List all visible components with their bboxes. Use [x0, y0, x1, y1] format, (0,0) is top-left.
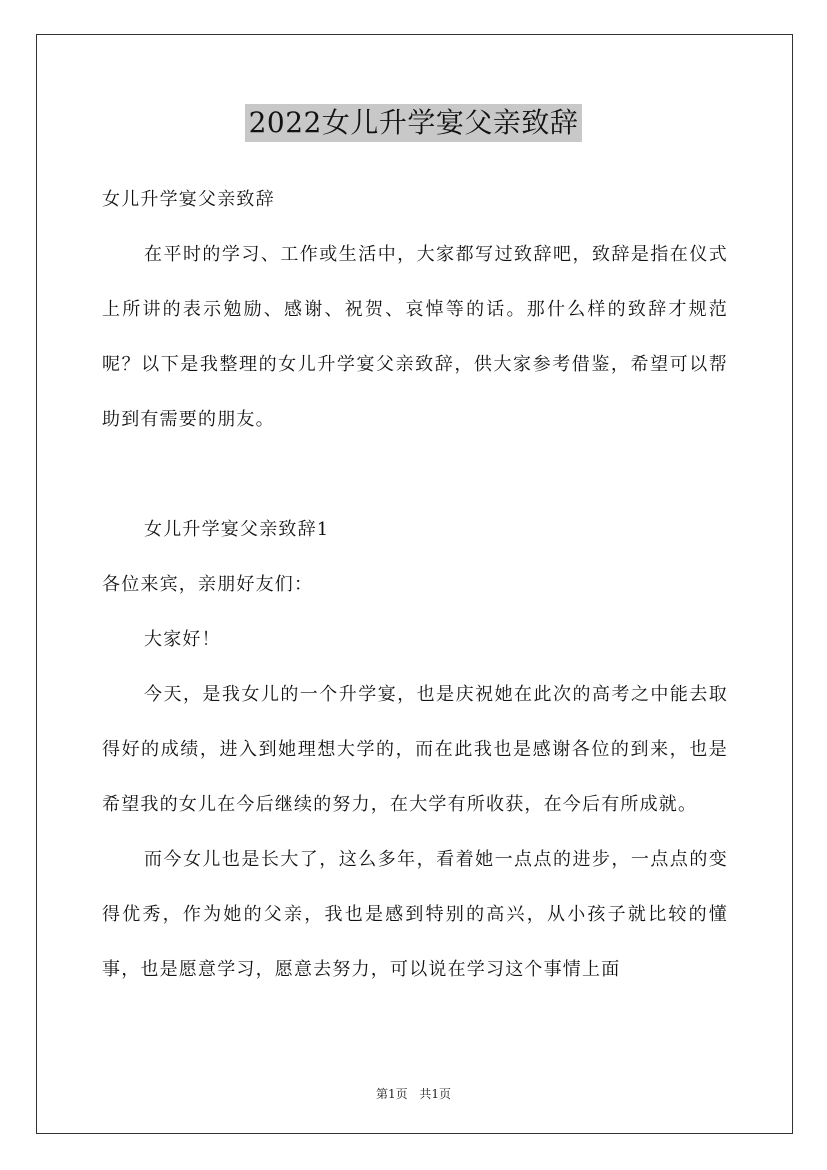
page-number-total: 共1页 [419, 1087, 452, 1101]
body-paragraph-1: 今天，是我女儿的一个升学宴，也是庆祝她在此次的高考之中能去取得好的成绩，进入到她理想大学的，而在此我也是感谢各位的到来，也是希望我的女儿在今后继续的努力，在大学有所收获，在今后有所成就。 [102, 684, 728, 815]
document-subtitle: 女儿升学宴父亲致辞 [102, 189, 275, 210]
intro-paragraph: 在平时的学习、工作或生活中，大家都写过致辞吧，致辞是指在仪式上所讲的表示勉励、感谢、祝贺、哀悼等的话。那什么样的致辞才规范呢？以下是我整理的女儿升学宴父亲致辞，供大家参考借鉴，希望可以帮助到有需要的朋友。 [102, 244, 728, 430]
page-number-current: 第1页 [375, 1087, 408, 1101]
document-title: 2022女儿升学宴父亲致辞 [245, 104, 583, 142]
document-body [102, 172, 728, 997]
salutation: 各位来宾，亲朋好友们： [102, 574, 314, 595]
title-container [0, 104, 827, 142]
blank-line [102, 447, 728, 502]
body-paragraph-2: 而今女儿也是长大了，这么多年，看着她一点点的进步，一点点的变得优秀，作为她的父亲，我也是感到特别的高兴，从小孩子就比较的懂事，也是愿意学习，愿意去努力，可以说在学习这个事情上面 [102, 849, 728, 980]
page-footer [0, 1085, 827, 1102]
greeting: 大家好！ [144, 629, 221, 650]
section-heading: 女儿升学宴父亲致辞1 [144, 519, 330, 540]
